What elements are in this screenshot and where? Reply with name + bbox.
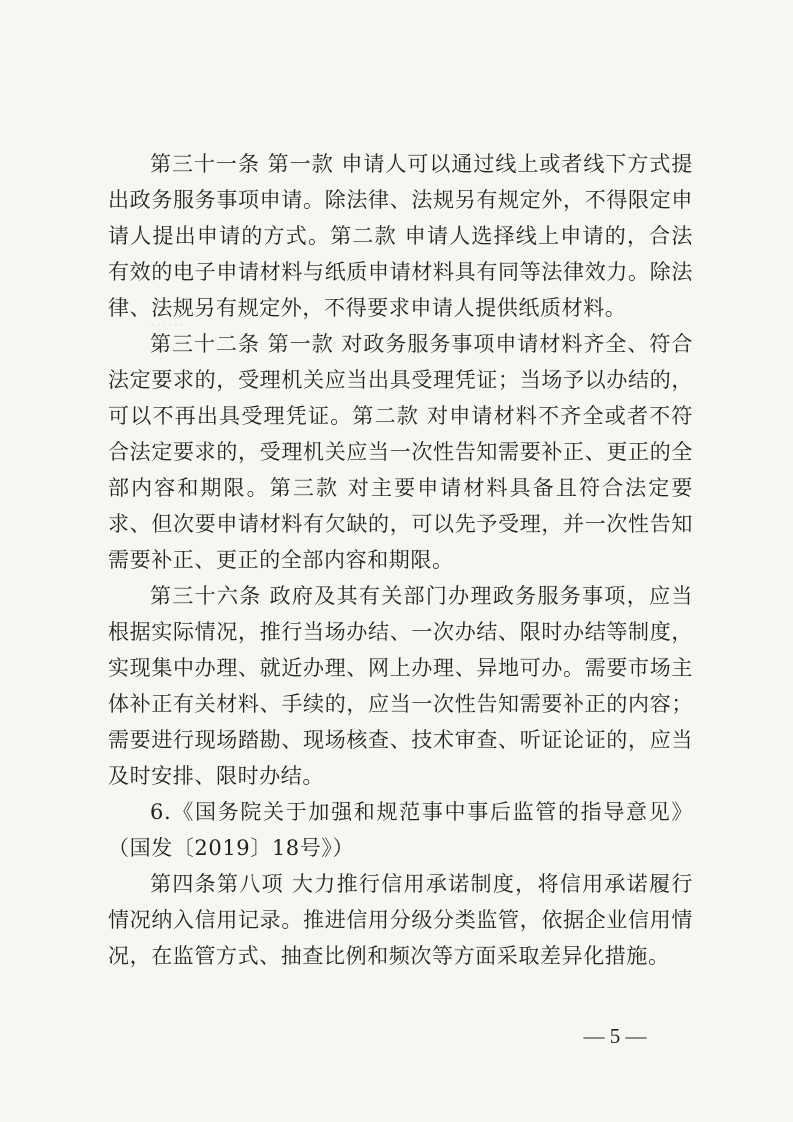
paragraph-guidance-title: 6.《国务院关于加强和规范事中事后监管的指导意见》（国发〔2019〕18号》） — [108, 800, 693, 860]
document-body — [108, 146, 693, 974]
paragraph-article-4-item-8: 第四条第八项 大力推行信用承诺制度，将信用承诺履行情况纳入信用记录。推进信用分级分类监管，依据企业信用情况，在监管方式、抽查比例和频次等方面采取差异化措施。 — [108, 872, 693, 968]
paragraph-article-36: 第三十六条 政府及其有关部门办理政务服务事项，应当根据实际情况，推行当场办结、一次办结、限时办结等制度，实现集中办理、就近办理、网上办理、异地可办。需要市场主体补正有关材料、手续的，应当一次性告知需要补正的内容；需要进行现场踏勘、现场核查、技术审查、听证论证的，应当及时安排、限时办结。 — [108, 584, 693, 788]
page-number: — 5 — — [583, 1024, 647, 1048]
paragraph-article-32: 第三十二条 第一款 对政务服务事项申请材料齐全、符合法定要求的，受理机关应当出具受理凭证；当场予以办结的，可以不再出具受理凭证。第二款 对申请材料不齐全或者不符合法定要求的，受理机关应当一次性告知需要补正、更正的全部内容和期限。第三款 对主要申请材料具备且符合法定要求、但次要申请材料有欠缺的，可以先予受理，并一次性告知需要补正、更正的全部内容和期限。 — [108, 332, 693, 572]
bleed-through-text: ······ — [150, 315, 185, 336]
paragraph-article-31: 第三十一条 第一款 申请人可以通过线上或者线下方式提出政务服务事项申请。除法律、法规另有规定外，不得限定申请人提出申请的方式。第二款 申请人选择线上申请的，合法有效的电子申请材料与纸质申请材料具有同等法律效力。除法律、法规另有规定外，不得要求申请人提供纸质材料。 — [108, 152, 693, 320]
